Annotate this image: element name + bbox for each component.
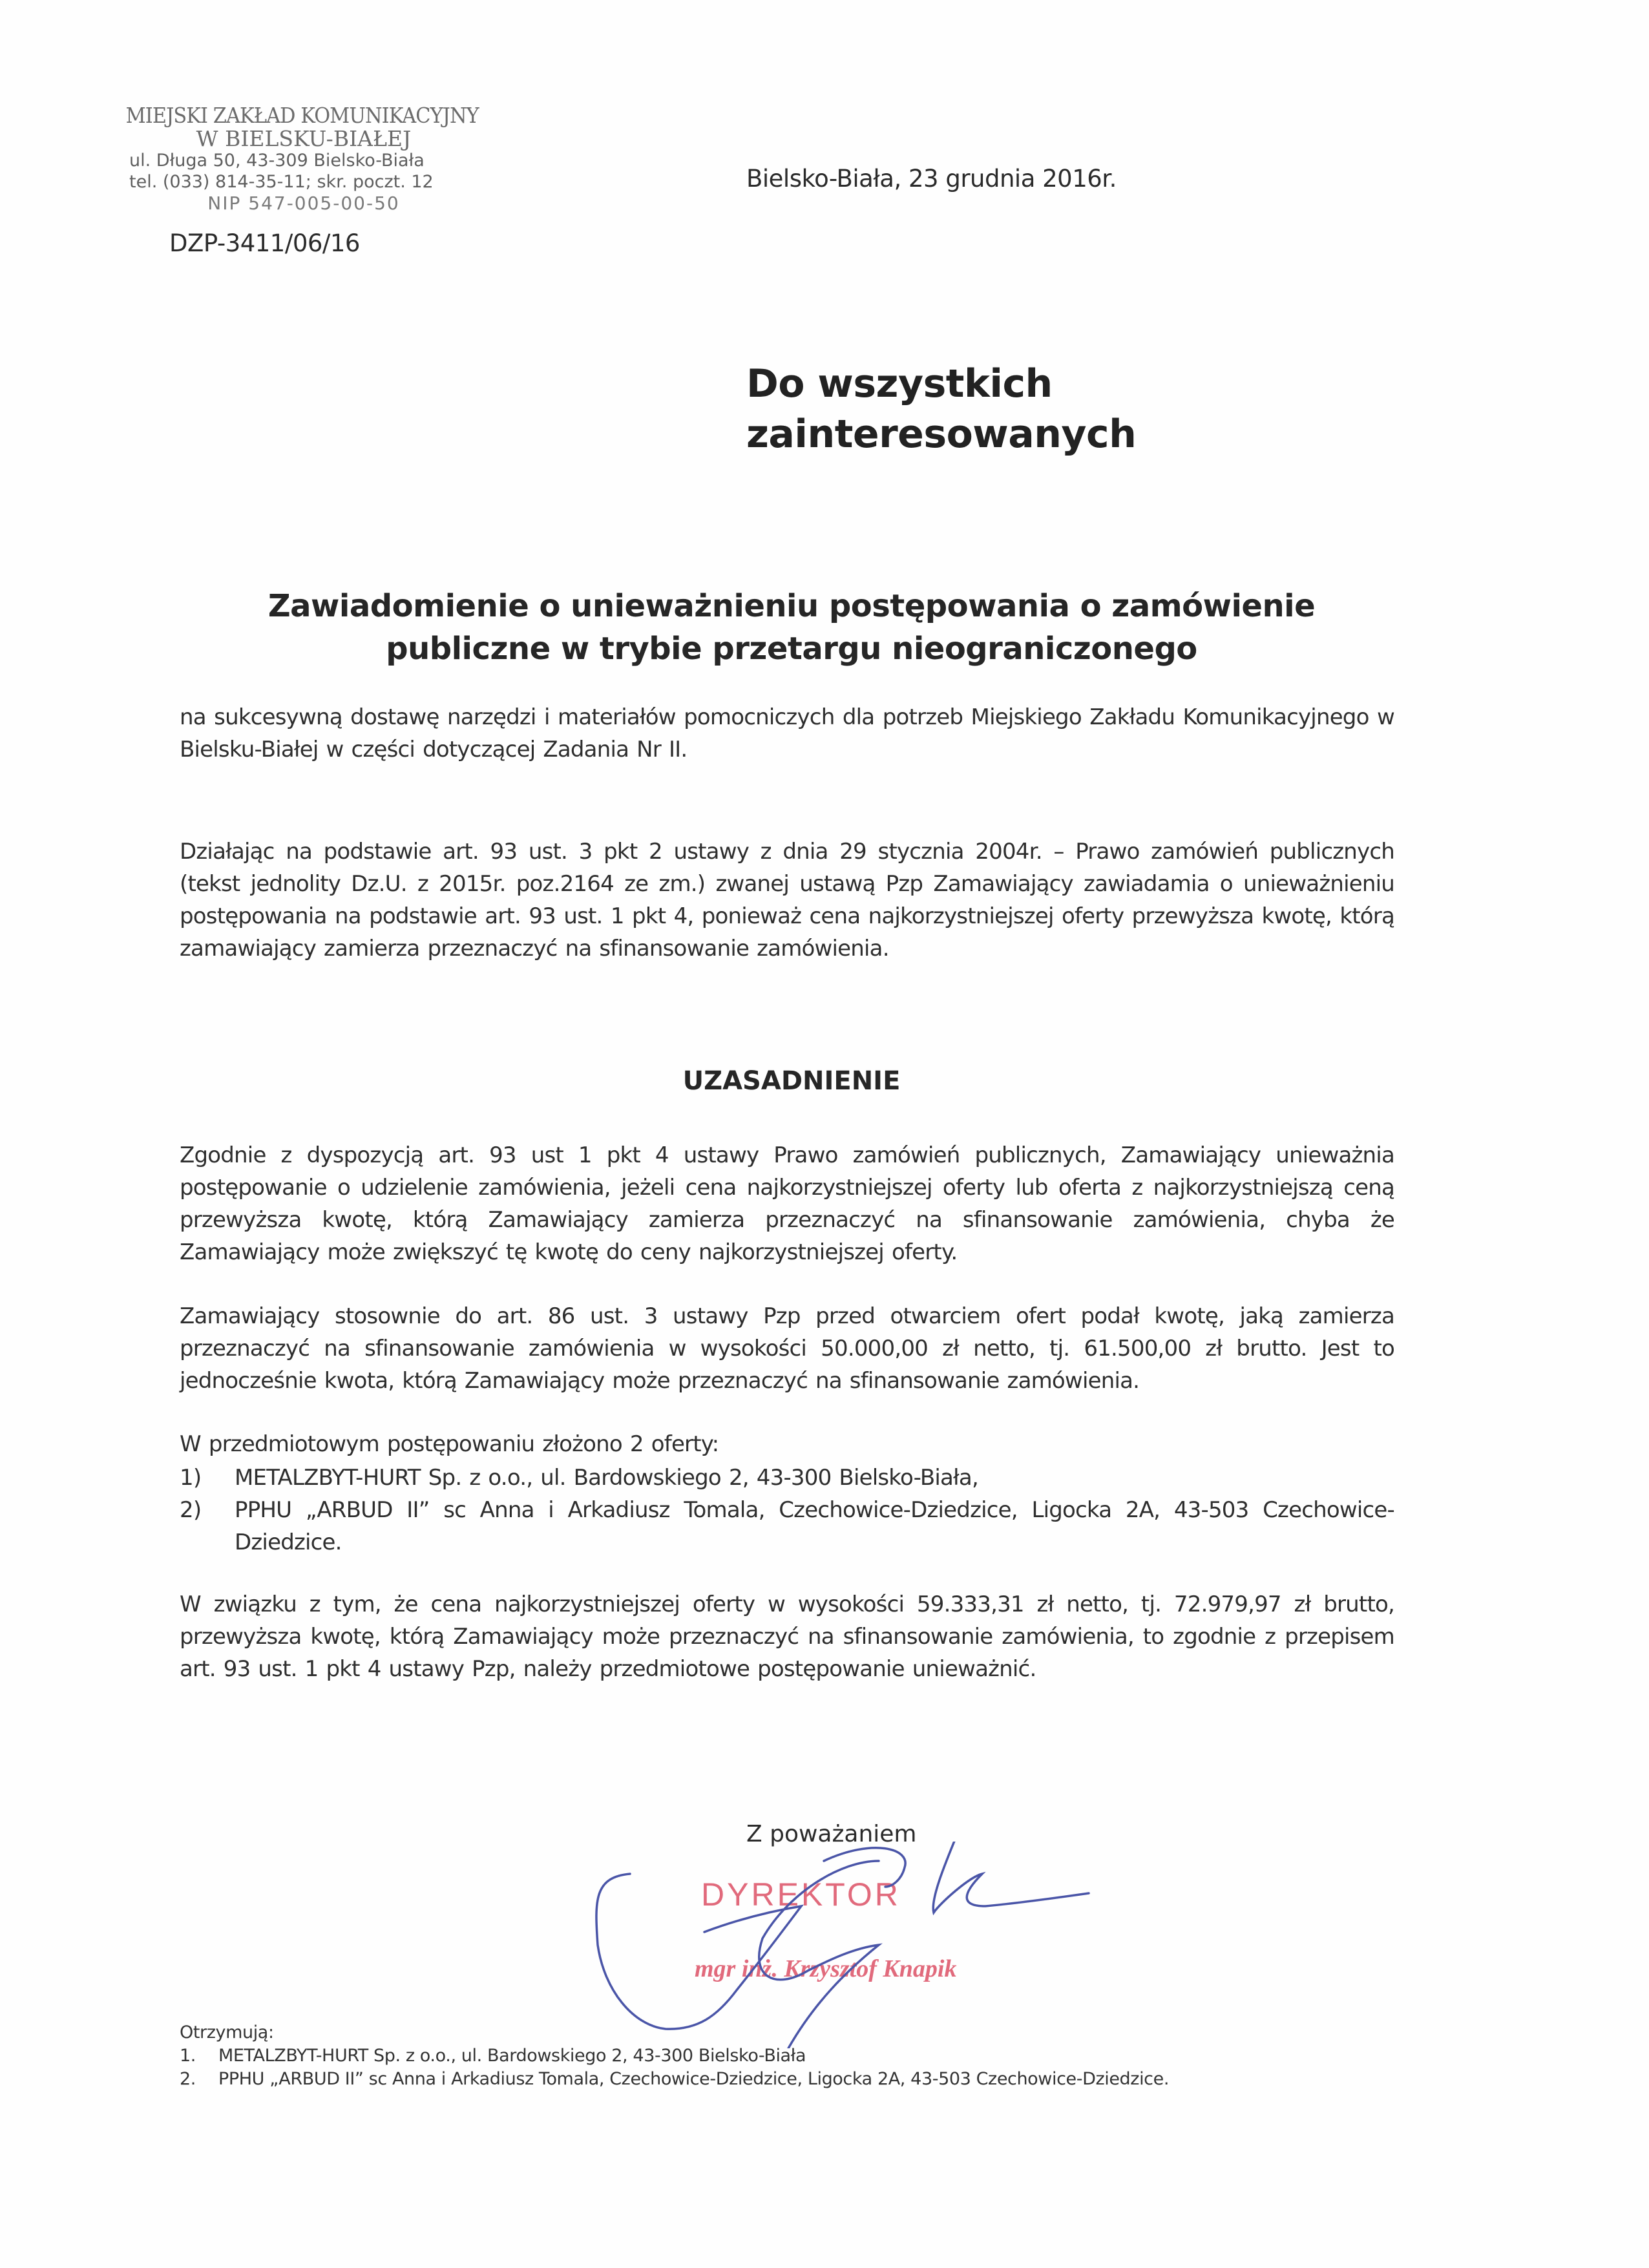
- offers-intro: W przedmiotowym postępowaniu złożono 2 oferty:: [180, 1431, 719, 1457]
- conclusion-paragraph: W związku z tym, że cena najkorzystniejszej oferty w wysokości 59.333,31 zł netto, tj. 72.979,97 zł brutto, przewyższa kwotę, którą Zamawiający może przeznaczyć na sfinansowanie zamówienia, to zgodnie z przepisem art. 93 ust. 1 pkt 4 ustawy Pzp, należy przedmiotowe postępowanie unieważnić.: [180, 1591, 1394, 1682]
- justification-paragraph: Zgodnie z dyspozycją art. 93 ust 1 pkt 4 ustawy Prawo zamówień publicznych, Zamawiający unieważnia postępowanie o udzielenie zamówienia, jeżeli cena najkorzystniejszej oferty lub oferta z najkorzystniejszą ceną przewyższa kwotę, którą Zamawiający zamierza przeznaczyć na sfinansowanie zamówienia, chyba że Zamawiający może zwiększyć tę kwotę do ceny najkorzystniejszej oferty.: [180, 1142, 1394, 1265]
- recipient-text: PPHU „ARBUD II” sc Anna i Arkadiusz Tomala, Czechowice-Dziedzice, Ligocka 2A, 43-503 Czechowice-Dziedzice.: [218, 2069, 1170, 2089]
- recipients: [180, 2021, 1169, 2091]
- offer-number: 1): [180, 1465, 202, 1491]
- notice-title-line1: Zawiadomienie o unieważnieniu postępowania o zamówienie: [268, 588, 1316, 624]
- list-item: [180, 1494, 1394, 1559]
- org-city: W BIELSKU-BIAŁEJ: [196, 126, 412, 151]
- reference-number: DZP-3411/06/16: [169, 229, 360, 257]
- notice-title: [162, 585, 1422, 670]
- list-item: [180, 1462, 1394, 1494]
- org-name: MIEJSKI ZAKŁAD KOMUNIKACYJNY: [125, 103, 479, 128]
- budget-paragraph: Zamawiający stosownie do art. 86 ust. 3 ustawy Pzp przed otwarciem ofert podał kwotę, jaką zamierza przeznaczyć na sfinansowanie zamówienia w wysokości 50.000,00 zł netto, tj. 61.500,00 zł brutto. Jest to jednocześnie kwota, którą Zamawiający może przeznaczyć na sfinansowanie zamówienia.: [180, 1303, 1394, 1394]
- offers-list: [180, 1462, 1394, 1559]
- offer-number: 2): [180, 1497, 202, 1523]
- recipient-text: METALZBYT-HURT Sp. z o.o., ul. Bardowskiego 2, 43-300 Bielsko-Biała: [218, 2046, 806, 2066]
- notice-title-line2: publiczne w trybie przetargu nieograniczonego: [386, 631, 1197, 667]
- org-phone: tel. (033) 814-35-11; skr. poczt. 12: [129, 172, 434, 192]
- place-date: Bielsko-Biała, 23 grudnia 2016r.: [746, 165, 1117, 193]
- recipient-number: 2.: [180, 2069, 196, 2089]
- director-stamp-title: DYREKTOR: [701, 1876, 901, 1913]
- director-stamp-name: mgr inż. Krzysztof Knapik: [695, 1955, 957, 1982]
- list-item: [180, 2044, 1169, 2068]
- offer-text: METALZBYT-HURT Sp. z o.o., ul. Bardowskiego 2, 43-300 Bielsko-Biała,: [235, 1465, 978, 1491]
- recipients-label: Otrzymują:: [180, 2022, 274, 2042]
- recipient-number: 1.: [180, 2046, 196, 2066]
- org-nip: NIP 547-005-00-50: [207, 193, 400, 214]
- addressee: [746, 359, 1136, 459]
- offer-text: PPHU „ARBUD II” sc Anna i Arkadiusz Tomala, Czechowice-Dziedzice, Ligocka 2A, 43-503 Czechowice-Dziedzice.: [235, 1497, 1394, 1555]
- addressee-line2: zainteresowanych: [746, 412, 1137, 457]
- closing-regards: Z poważaniem: [746, 1821, 917, 1847]
- intro-paragraph: na sukcesywną dostawę narzędzi i materiałów pomocniczych dla potrzeb Miejskiego Zakładu Komunikacyjnego w Bielsku-Białej w części dotyczącej Zadania Nr II.: [180, 704, 1394, 762]
- justification-heading: UZASADNIENIE: [682, 1066, 901, 1096]
- list-item: [180, 2068, 1169, 2091]
- basis-paragraph: Działając na podstawie art. 93 ust. 3 pkt 2 ustawy z dnia 29 stycznia 2004r. – Prawo zamówień publicznych (tekst jednolity Dz.U. z 2015r. poz.2164 ze zm.) zwanej ustawą Pzp Zamawiający zawiadamia o unieważnieniu postępowania na podstawie art. 93 ust. 1 pkt 4, ponieważ cena najkorzystniejszej oferty przewyższa kwotę, którą zamawiający zamierza przeznaczyć na sfinansowanie zamówienia.: [180, 839, 1394, 961]
- addressee-line1: Do wszystkich: [746, 361, 1053, 406]
- signature-stroke: [933, 1842, 1089, 1913]
- handwritten-signature: [569, 1842, 1182, 2048]
- letterhead-stamp: [123, 103, 485, 215]
- org-address: ul. Długa 50, 43-309 Bielsko-Biała: [129, 151, 425, 171]
